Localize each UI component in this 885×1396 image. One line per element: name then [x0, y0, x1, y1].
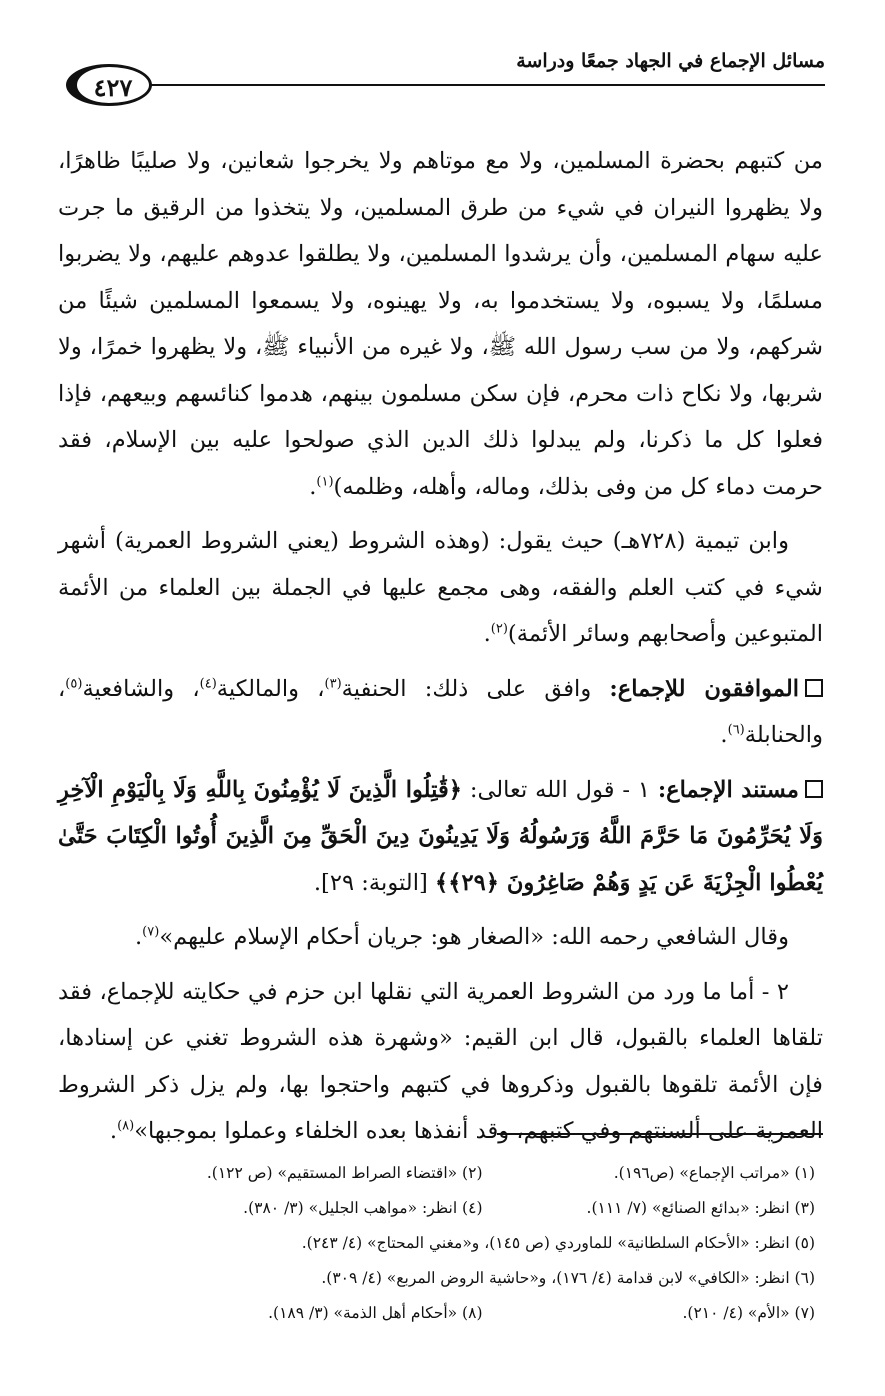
paragraph-agreeing: الموافقون للإجماع: وافق على ذلك: الحنفية$^{(٣)}$، والمالكية$^{(٤)}$، والشافعية$^{(٥)}$، والحنابلة$^{(٦)}$.	[58, 675, 823, 748]
footnote-3: (٣) انظر: «بدائع الصنائع» (٧/ ١١١).	[586, 1199, 815, 1217]
verse-reference: [التوبة: ٢٩].	[313, 869, 435, 896]
footnote-6: (٦) انظر: «الكافي» لابن قدامة (٤/ ١٧٦)، و«حاشية الروض المربع» (٤/ ٣٠٩).	[321, 1269, 815, 1287]
footnote-8: (٨) «أحكام أهل الذمة» (٣/ ١٨٩).	[268, 1304, 483, 1322]
paragraph-umari-conditions: ٢ - أما ما ورد من الشروط العمرية التي نقلها ابن حزم في حكايته للإجماع، فقد تلقاها العلماء بالقبول، قال ابن القيم: «وشهرة هذه الشروط تغني عن إسنادها، فإن الأئمة تلقوها بالقبول وذكروها في كتبهم واحتجوا بها، ولم يزل ذكر الشروط العمرية على ألسنتهم وفي كتبهم، وقد أنفذها بعده الخلفاء وعملوا بموجبها»$^{(٨)}$.	[58, 978, 823, 1144]
paragraph-shafii: وقال الشافعي رحمه الله: «الصغار هو: جريان أحكام الإسلام عليهم»$^{(٧)}$.	[134, 924, 789, 950]
footnotes	[150, 1156, 815, 1331]
footnote-row	[150, 1191, 815, 1226]
footnote-ref-3: (٣)	[324, 675, 342, 691]
header-rule	[150, 84, 825, 86]
footnote-ref-6: (٦)	[727, 722, 745, 738]
footnote-2: (٢) «اقتضاء الصراط المستقيم» (ص ١٢٢).	[206, 1164, 483, 1182]
paragraph-text: من كتبهم بحضرة المسلمين، ولا مع موتاهم ولا يخرجوا شعانين، ولا صليبًا ظاهرًا، ولا يظهروا النيران في شيء من طرق المسلمين، ولا يتخذوا من الرقيق ما جرت عليه سهام المسلمين، وأن يرشدوا المسلمين، ولا يطلقوا عدوهم عليهم، ولا يضربوا مسلمًا، ولا يسبوه، ولا يستخدموا به، ولا يهينوه، ولا يسمعوا المسلمين شيئًا من شركهم، ولا من سب رسول الله ﷺ، ولا غيره من الأنبياء ﷺ، ولا يظهروا خمرًا، ولا شربها، ولا نكاح ذات محرم، فإن سكن مسلمون بينهم، هدموا كنائسهم وبيعهم، فإذا فعلوا كل ما ذكرنا، ولم يبدلوا ذلك الدين الذي صولحوا عليه بين الإسلام، فقد حرمت دماء كل من وفى بذلك، وماله، وأهله، وظلمه)	[58, 148, 823, 500]
paragraph-conditions: من كتبهم بحضرة المسلمين، ولا مع موتاهم ولا يخرجوا شعانين، ولا صليبًا ظاهرًا، ولا يظهروا النيران في شيء من طرق المسلمين، ولا يتخذوا من الرقيق ما جرت عليه سهام المسلمين، وأن يرشدوا المسلمين، ولا يطلقوا عدوهم عليهم، ولا يضربوا مسلمًا، ولا يسبوه، ولا يستخدموا به، ولا يهينوه، ولا يسمعوا المسلمين شيئًا من شركهم، ولا من سب رسول الله ﷺ، ولا غيره من الأنبياء ﷺ، ولا يظهروا خمرًا، ولا شربها، ولا نكاح ذات محرم، فإن سكن مسلمون بينهم، هدموا كنائسهم وبيعهم، فإذا فعلوا كل ما ذكرنا، ولم يبدلوا ذلك الدين الذي صولحوا عليه بين الإسلام، فقد حرمت دماء كل من وفى بذلك، وماله، وأهله، وظلمه)$^{(١)}$.	[58, 148, 823, 500]
paragraph-text: ، والشافعية	[82, 675, 200, 702]
square-bullet-icon	[805, 780, 823, 798]
footnote-row	[150, 1156, 815, 1191]
footnote-ref-8: (٨)	[117, 1118, 135, 1134]
paragraph-text: وقال الشافعي رحمه الله: «الصغار هو: جريان أحكام الإسلام عليهم»	[159, 924, 789, 950]
footnote-ref-5: (٥)	[65, 675, 83, 691]
footnote-ref-7: (٧)	[142, 924, 160, 940]
footnote-5: (٥) انظر: «الأحكام السلطانية» للماوردي (ص ١٤٥)، و«مغني المحتاج» (٤/ ٢٤٣).	[301, 1234, 815, 1252]
footnote-7: (٧) «الأم» (٤/ ٢١٠).	[682, 1304, 815, 1322]
footnote-row	[150, 1296, 815, 1331]
quran-verse: ﴿قَٰتِلُوا الَّذِينَ لَا يُؤْمِنُونَ بِاللَّهِ وَلَا بِالْيَوْمِ الْآخِرِ وَلَا يُحَرِّمُونَ مَا حَرَّمَ اللَّهُ وَرَسُولُهُ وَلَا يَدِينُونَ دِينَ الْحَقِّ مِنَ الَّذِينَ أُوتُوا الْكِتَابَ حَتَّىٰ يُعْطُوا الْجِزْيَةَ عَن يَدٍ وَهُمْ صَاغِرُونَ ﴿٢٩﴾﴾	[58, 776, 823, 896]
square-bullet-icon	[805, 679, 823, 697]
footnote-ref-4: (٤)	[199, 675, 217, 691]
footnote-ref-1: (١)	[316, 473, 334, 489]
paragraph-text: ، والمالكية	[216, 675, 325, 702]
footnote-4: (٤) انظر: «مواهب الجليل» (٣/ ٣٨٠).	[243, 1199, 483, 1217]
paragraph-ibn-taymiyyah: وابن تيمية (٧٢٨هـ) حيث يقول: (وهذه الشروط (يعني الشروط العمرية) أشهر شيء في كتب العلم والفقه، وهى مجمع عليها في الجملة بين العلماء من الأئمة المتبوعين وأصحابهم وسائر الأئمة)$^{(٢)}$.	[58, 528, 823, 647]
page-number: ٤٢٧	[66, 64, 152, 106]
paragraph-text: ١ - قول الله تعالى:	[462, 776, 658, 803]
paragraph-text: ٢ - أما ما ورد من الشروط العمرية التي نقلها ابن حزم في حكايته للإجماع، فقد تلقاها العلماء بالقبول، قال ابن القيم: «وشهرة هذه الشروط تغني عن إسنادها، فإن الأئمة تلقوها بالقبول وذكروها في كتبهم واحتجوا بها، ولم يزل ذكر الشروط العمرية على ألسنتهم وفي كتبهم، وقد أنفذها بعده الخلفاء وعملوا بموجبها»	[58, 978, 823, 1144]
paragraph-basis	[58, 767, 823, 907]
running-header-title: مسائل الإجماع في الجهاد جمعًا ودراسة	[516, 50, 825, 72]
main-text	[58, 138, 823, 1155]
paragraph-text: وابن تيمية (٧٢٨هـ) حيث يقول: (وهذه الشروط (يعني الشروط العمرية) أشهر شيء في كتب العلم والفقه، وهى مجمع عليها في الجملة بين العلماء من الأئمة المتبوعين وأصحابهم وسائر الأئمة)	[58, 528, 823, 647]
footnote-ref-2: (٢)	[490, 621, 508, 637]
paragraph-text: وافق على ذلك: الحنفية	[341, 675, 610, 702]
section-label-agreeing: الموافقون للإجماع:	[609, 675, 799, 702]
paragraph-text: ، والحنابلة	[58, 675, 823, 748]
section-label-basis: مستند الإجماع:	[657, 776, 800, 803]
footnote-1: (١) «مراتب الإجماع» (ص١٩٦).	[613, 1164, 815, 1182]
footnote-rule	[497, 1133, 823, 1135]
